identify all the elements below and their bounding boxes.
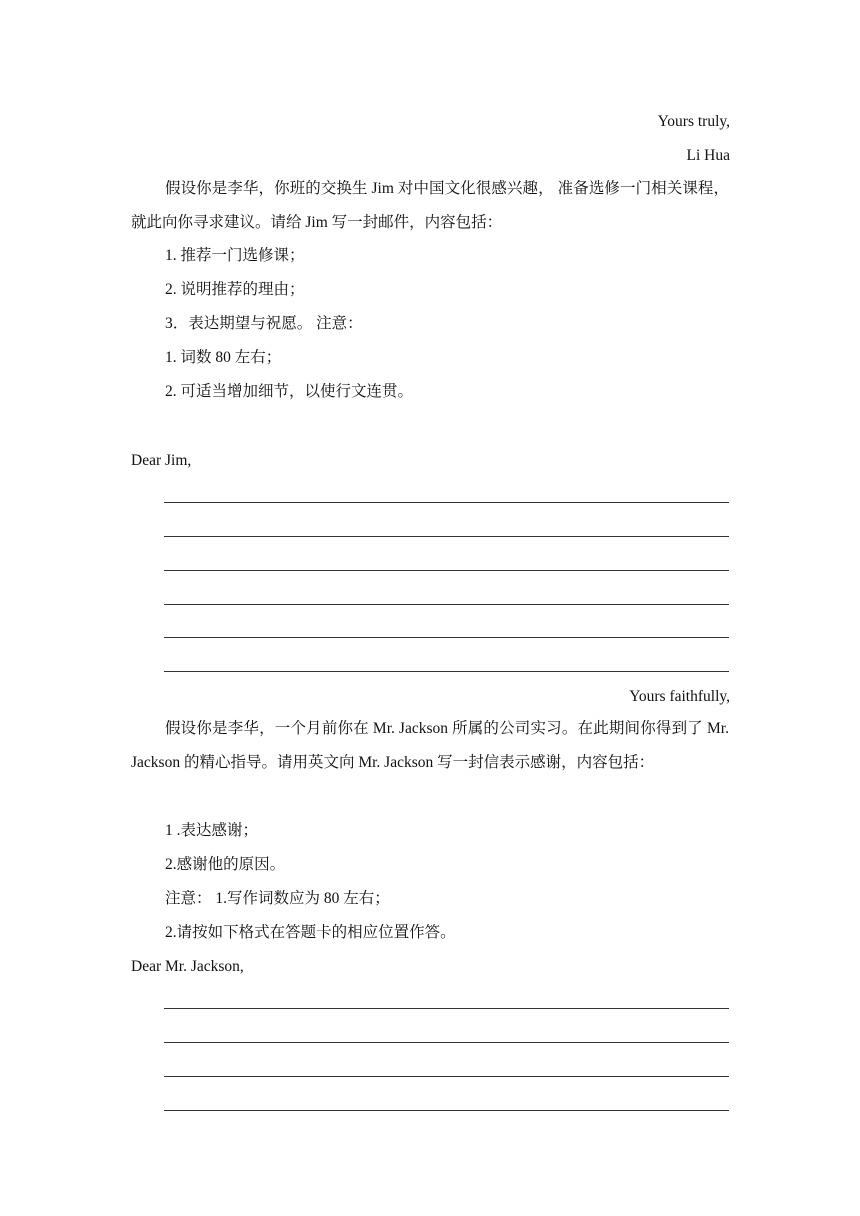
answer-line[interactable] [164, 671, 729, 672]
closing-yours-truly: Yours truly, [657, 113, 730, 130]
task2-note-1: 注意： 1.写作词数应为 80 左右； [165, 890, 390, 907]
task2-point-2: 2.感谢他的原因。 [165, 856, 286, 873]
signature-li-hua: Li Hua [686, 147, 730, 164]
closing-yours-faithfully: Yours faithfully, [629, 688, 730, 705]
answer-line[interactable] [164, 502, 729, 503]
task1-note-1: 1. 词数 80 左右； [165, 349, 282, 366]
salutation-dear-jim: Dear Jim, [131, 452, 192, 469]
answer-line[interactable] [164, 637, 729, 638]
answer-line[interactable] [164, 1042, 729, 1043]
task2-prompt: 假设你是李华，一个月前你在 Mr. Jackson 所属的公司实习。在此期间你得到了 Mr. Jackson 的精心指导。请用英文向 Mr. Jackson 写一封信表示感谢，内容包括： [131, 720, 729, 771]
answer-line[interactable] [164, 1008, 729, 1009]
task1-point-2: 2. 说明推荐的理由； [165, 281, 305, 298]
answer-line[interactable] [164, 536, 729, 537]
task1-point-1: 1. 推荐一门选修课； [165, 247, 305, 264]
answer-line[interactable] [164, 1110, 729, 1111]
task2-point-1: 1 .表达感谢； [165, 822, 259, 839]
answer-line[interactable] [164, 570, 729, 571]
answer-line[interactable] [164, 1076, 729, 1077]
task1-prompt: 假设你是李华，你班的交换生 Jim 对中国文化很感兴趣， 准备选修一门相关课程，就此向你寻求建议。请给 Jim 写一封邮件，内容包括： [131, 180, 729, 231]
answer-line[interactable] [164, 604, 729, 605]
salutation-dear-mr-jackson: Dear Mr. Jackson, [131, 958, 244, 975]
task1-note-2: 2. 可适当增加细节，以使行文连贯。 [165, 383, 414, 400]
task2-note-2: 2.请按如下格式在答题卡的相应位置作答。 [165, 924, 456, 941]
task1-point-3: 3．表达期望与祝愿。 注意： [165, 315, 363, 332]
